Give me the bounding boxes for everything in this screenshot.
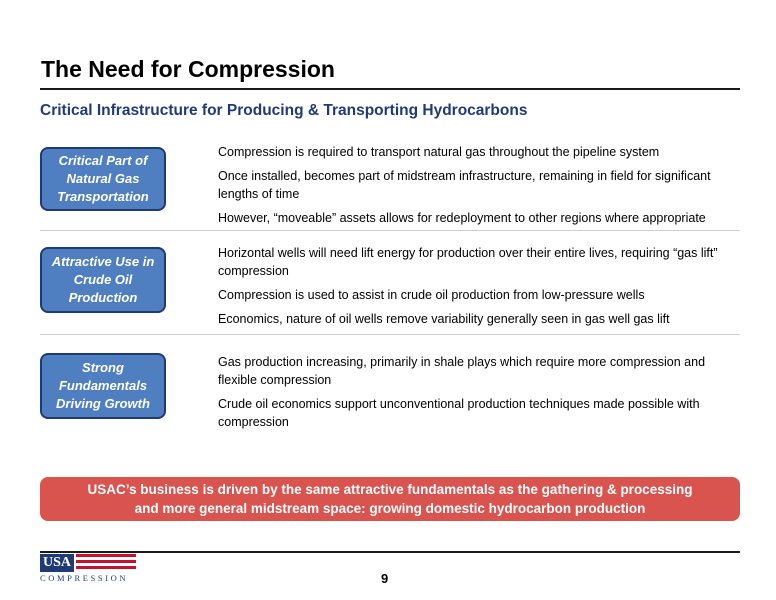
slide-subtitle: Critical Infrastructure for Producing & Transporting Hydrocarbons	[40, 102, 528, 119]
section-fundamentals	[40, 353, 740, 435]
section-divider	[40, 230, 740, 231]
bullet-item: Gas production increasing, primarily in shale plays which require more compression and flexible compression	[218, 355, 706, 387]
page-number: 9	[381, 571, 389, 586]
section-bullet-list	[218, 244, 738, 334]
title-rule	[40, 88, 740, 90]
bullet-item: Compression is used to assist in crude oil production from low-pressure wells	[218, 288, 645, 302]
section-gas-transportation	[40, 143, 740, 225]
bullet-item: Compression is required to transport natural gas throughout the pipeline system	[218, 145, 660, 159]
logo-company-text: COMPRESSION	[40, 573, 129, 583]
section-bullet-list	[218, 353, 738, 437]
bullet-item: However, “moveable” assets allows for redeployment to other regions where appropriate	[218, 211, 706, 225]
summary-banner	[40, 477, 740, 521]
section-bullet-list	[218, 143, 738, 233]
company-logo	[40, 554, 136, 584]
footer-rule	[40, 551, 740, 553]
section-label-pill: Attractive Use in Crude Oil Production	[40, 247, 166, 313]
section-label-pill: Critical Part of Natural Gas Transportation	[40, 147, 166, 211]
slide-title: The Need for Compression	[41, 56, 335, 82]
section-label-pill: Strong Fundamentals Driving Growth	[40, 353, 166, 419]
bullet-item: Crude oil economics support unconventional production techniques made possible with compression	[218, 397, 700, 429]
logo-flag-stripes	[76, 554, 136, 572]
bullet-item: Horizontal wells will need lift energy for production over their entire lives, requiring “gas lift” compression	[218, 246, 718, 278]
section-divider	[40, 334, 740, 335]
section-crude-oil	[40, 244, 740, 326]
bullet-item: Economics, nature of oil wells remove variability generally seen in gas well gas lift	[218, 312, 670, 326]
banner-line: and more general midstream space: growing domestic hydrocarbon production	[134, 501, 646, 516]
banner-line: USAC’s business is driven by the same attractive fundamentals as the gathering & processing	[87, 482, 693, 497]
bullet-item: Once installed, becomes part of midstream infrastructure, remaining in field for significant lengths of time	[218, 169, 711, 201]
logo-usa-mark: USA	[40, 554, 74, 572]
